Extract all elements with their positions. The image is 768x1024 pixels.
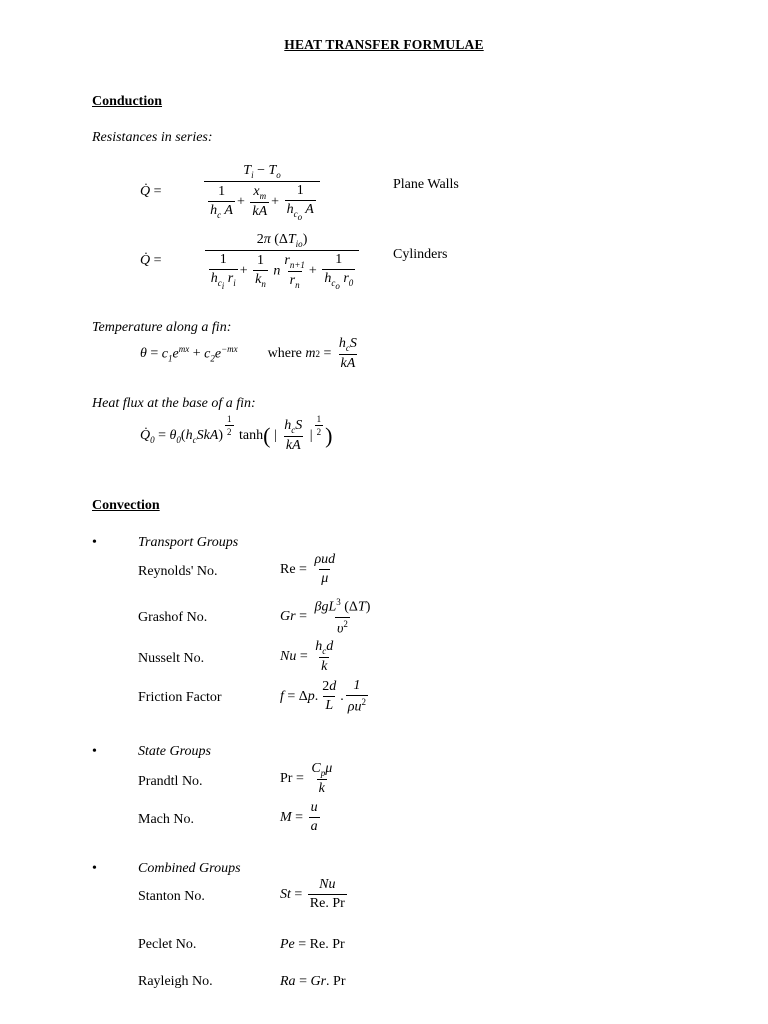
grashof-equation: Gr = $\frac{\beta gL^3 (\Delta T)}{\upsilon^2}$ bbox=[280, 597, 371, 637]
stanton-label: Stanton No. bbox=[138, 889, 205, 904]
prandtl-label: Prandtl No. bbox=[138, 774, 203, 789]
fin-temp-label: Temperature along a fin: bbox=[92, 320, 232, 335]
page-title: HEAT TRANSFER FORMULAE bbox=[284, 37, 484, 52]
resistances-label: Resistances in series: bbox=[92, 130, 213, 145]
cylinders-equation: Q̇ = 2π $(\Delta T_{io})$ $\frac{1}{h_{c_i} r_i}$ + $\frac{1}{k_n}$ n $\frac{r_{n+1}}{r_n}$ + $\frac{1}{h_{c_o} r_0}$ bbox=[140, 232, 399, 290]
prandtl-equation: Pr = $\frac{C_p\mu}{k}$ bbox=[280, 761, 333, 796]
rayleigh-equation: Ra = Gr. Pr bbox=[280, 974, 346, 989]
nusselt-label: Nusselt No. bbox=[138, 651, 205, 666]
bullet-transport: • bbox=[92, 535, 97, 550]
mach-label: Mach No. bbox=[138, 812, 194, 827]
fin-where-word: where bbox=[267, 345, 302, 361]
fin-temp-equation: θ = $c_1e^{mx}$ + $c_2e^{-mx}$ where m 2 = $\frac{h_cS}{kA}$ bbox=[140, 336, 357, 371]
stanton-equation: St = $\frac{Nu}{Re. Pr}$ bbox=[280, 877, 345, 911]
reynolds-label: Reynolds' No. bbox=[138, 564, 218, 579]
nusselt-equation: Nu = $\frac{h_cd}{k}$ bbox=[280, 639, 334, 674]
rayleigh-label: Rayleigh No. bbox=[138, 974, 213, 989]
heat-flux-equation: $Q̇_0$ = $\theta_0$ ( $h_cSkA$ ) $^{\frac{1}{2}}$ tanh ( | $\frac{h_cS}{kA}$ | $^{\frac{1}{2}}$ ) bbox=[140, 414, 333, 453]
peclet-equation: Pe = Re. Pr bbox=[280, 937, 345, 952]
cylinders-label: Cylinders bbox=[393, 247, 448, 262]
reynolds-equation: Re = $\frac{\text{ρud}}{\mu}$ bbox=[280, 552, 336, 586]
friction-label: Friction Factor bbox=[138, 690, 222, 705]
convection-heading: Convection bbox=[92, 498, 160, 513]
combined-groups-heading: Combined Groups bbox=[138, 861, 241, 876]
plane-walls-label: Plane Walls bbox=[393, 177, 459, 192]
plane-walls-equation: Q̇ = $T_i - T_o$ $\frac{1}{h_c A}$ + $\frac{x_m}{kA}$ + $\frac{1}{h_{c_o} A}$ bbox=[140, 163, 359, 221]
bullet-state: • bbox=[92, 744, 97, 759]
peclet-label: Peclet No. bbox=[138, 937, 197, 952]
mach-equation: M = $\frac{u}{a}$ bbox=[280, 800, 318, 834]
grashof-label: Grashof No. bbox=[138, 610, 208, 625]
transport-groups-heading: Transport Groups bbox=[138, 535, 239, 550]
state-groups-heading: State Groups bbox=[138, 744, 211, 759]
bullet-combined: • bbox=[92, 861, 97, 876]
heat-flux-label: Heat flux at the base of a fin: bbox=[92, 396, 256, 411]
friction-equation: f = Δ p . $\frac{2d}{L}$ . $\frac{1}{\rho u^2}$ bbox=[280, 678, 367, 715]
conduction-heading: Conduction bbox=[92, 94, 163, 109]
